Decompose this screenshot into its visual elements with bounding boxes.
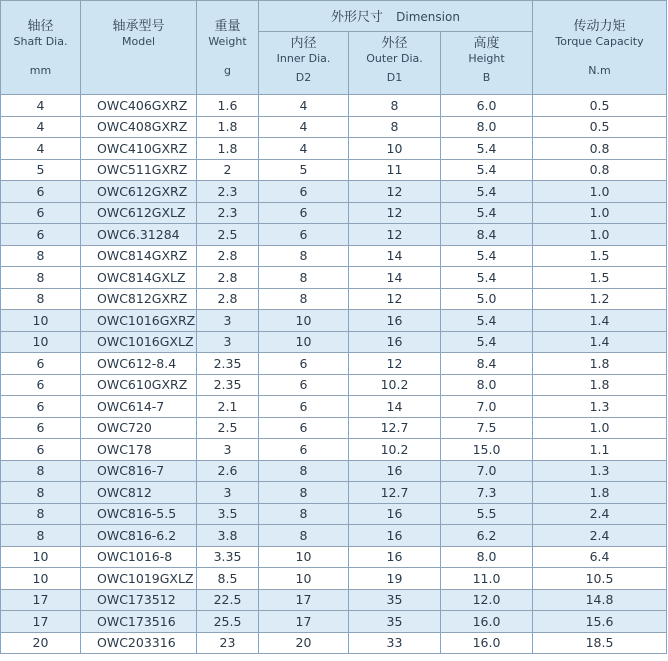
cell-torque: 1.4 — [533, 310, 667, 332]
cell-torque: 1.0 — [533, 417, 667, 439]
cell-torque: 1.4 — [533, 331, 667, 353]
header-model-en: Model — [121, 35, 156, 48]
cell-weight: 25.5 — [197, 611, 259, 633]
cell-model: OWC511GXRZ — [81, 159, 197, 181]
cell-outer-dia: 16 — [349, 503, 441, 525]
cell-height: 5.4 — [441, 181, 533, 203]
cell-model: OWC178 — [81, 439, 197, 461]
cell-outer-dia: 12.7 — [349, 482, 441, 504]
table-row — [1, 546, 667, 568]
cell-height: 5.4 — [441, 138, 533, 160]
cell-inner-dia: 6 — [259, 224, 349, 246]
cell-inner-dia: 4 — [259, 116, 349, 138]
cell-height: 7.0 — [441, 396, 533, 418]
cell-shaft: 6 — [1, 202, 81, 224]
header-weight-zh: 重量 — [214, 19, 241, 34]
cell-outer-dia: 16 — [349, 546, 441, 568]
cell-outer-dia: 12 — [349, 202, 441, 224]
table-row — [1, 482, 667, 504]
table-row — [1, 589, 667, 611]
header-torque-zh: 传动力矩 — [573, 19, 626, 34]
cell-height: 5.4 — [441, 331, 533, 353]
cell-inner-dia: 10 — [259, 310, 349, 332]
cell-inner-dia: 17 — [259, 611, 349, 633]
cell-inner-dia: 10 — [259, 546, 349, 568]
table-body — [1, 95, 667, 654]
cell-outer-dia: 12.7 — [349, 417, 441, 439]
header-inner — [259, 32, 349, 95]
cell-torque: 1.2 — [533, 288, 667, 310]
header-dimension-en: Dimension — [396, 10, 460, 24]
cell-model: OWC816-7 — [81, 460, 197, 482]
cell-outer-dia: 19 — [349, 568, 441, 590]
cell-weight: 2.6 — [197, 460, 259, 482]
cell-shaft: 10 — [1, 546, 81, 568]
cell-weight: 23 — [197, 632, 259, 654]
cell-weight: 2.5 — [197, 417, 259, 439]
cell-model: OWC6.31284 — [81, 224, 197, 246]
cell-outer-dia: 12 — [349, 224, 441, 246]
cell-inner-dia: 8 — [259, 288, 349, 310]
table-row — [1, 267, 667, 289]
cell-model: OWC814GXRZ — [81, 245, 197, 267]
cell-inner-dia: 8 — [259, 525, 349, 547]
cell-weight: 3.8 — [197, 525, 259, 547]
cell-shaft: 5 — [1, 159, 81, 181]
table-row — [1, 181, 667, 203]
cell-torque: 1.5 — [533, 245, 667, 267]
header-dimension-zh: 外形尺寸 — [331, 10, 384, 25]
cell-shaft: 8 — [1, 288, 81, 310]
cell-inner-dia: 10 — [259, 331, 349, 353]
cell-shaft: 20 — [1, 632, 81, 654]
table-row — [1, 396, 667, 418]
table-row — [1, 224, 667, 246]
cell-weight: 3.5 — [197, 503, 259, 525]
cell-outer-dia: 8 — [349, 116, 441, 138]
cell-inner-dia: 8 — [259, 460, 349, 482]
cell-outer-dia: 8 — [349, 95, 441, 117]
cell-outer-dia: 10.2 — [349, 374, 441, 396]
table-row — [1, 138, 667, 160]
table-row — [1, 374, 667, 396]
table-row — [1, 611, 667, 633]
header-outer-unit: D1 — [386, 71, 403, 84]
cell-shaft: 6 — [1, 353, 81, 375]
cell-torque: 1.8 — [533, 353, 667, 375]
cell-height: 7.3 — [441, 482, 533, 504]
cell-weight: 2.5 — [197, 224, 259, 246]
cell-height: 5.4 — [441, 202, 533, 224]
cell-torque: 0.8 — [533, 138, 667, 160]
table-row — [1, 95, 667, 117]
header-model-zh: 轴承型号 — [112, 19, 165, 34]
cell-torque: 14.8 — [533, 589, 667, 611]
cell-torque: 1.3 — [533, 396, 667, 418]
cell-model: OWC610GXRZ — [81, 374, 197, 396]
cell-shaft: 6 — [1, 439, 81, 461]
cell-outer-dia: 14 — [349, 245, 441, 267]
cell-torque: 2.4 — [533, 503, 667, 525]
cell-height: 8.0 — [441, 374, 533, 396]
cell-outer-dia: 16 — [349, 331, 441, 353]
cell-shaft: 8 — [1, 503, 81, 525]
cell-weight: 3 — [197, 482, 259, 504]
cell-torque: 0.5 — [533, 95, 667, 117]
table-row — [1, 439, 667, 461]
cell-outer-dia: 10.2 — [349, 439, 441, 461]
cell-weight: 2 — [197, 159, 259, 181]
cell-inner-dia: 6 — [259, 181, 349, 203]
cell-torque: 1.8 — [533, 374, 667, 396]
cell-shaft: 6 — [1, 374, 81, 396]
cell-weight: 2.8 — [197, 245, 259, 267]
cell-torque: 2.4 — [533, 525, 667, 547]
cell-shaft: 4 — [1, 95, 81, 117]
cell-model: OWC720 — [81, 417, 197, 439]
cell-model: OWC612GXRZ — [81, 181, 197, 203]
cell-outer-dia: 35 — [349, 611, 441, 633]
cell-weight: 2.8 — [197, 267, 259, 289]
table-row — [1, 202, 667, 224]
cell-model: OWC816-6.2 — [81, 525, 197, 547]
header-dimension — [259, 1, 533, 32]
cell-height: 11.0 — [441, 568, 533, 590]
cell-torque: 18.5 — [533, 632, 667, 654]
header-shaft-zh: 轴径 — [27, 19, 54, 34]
cell-inner-dia: 20 — [259, 632, 349, 654]
cell-shaft: 17 — [1, 589, 81, 611]
cell-height: 12.0 — [441, 589, 533, 611]
cell-weight: 3 — [197, 439, 259, 461]
cell-model: OWC1016GXLZ — [81, 331, 197, 353]
cell-shaft: 8 — [1, 460, 81, 482]
cell-inner-dia: 6 — [259, 202, 349, 224]
cell-outer-dia: 16 — [349, 525, 441, 547]
header-weight — [197, 1, 259, 95]
cell-weight: 8.5 — [197, 568, 259, 590]
cell-model: OWC406GXRZ — [81, 95, 197, 117]
header-row-top — [1, 1, 667, 32]
cell-shaft: 8 — [1, 245, 81, 267]
header-shaft — [1, 1, 81, 95]
cell-outer-dia: 12 — [349, 353, 441, 375]
table-row — [1, 568, 667, 590]
header-torque — [533, 1, 667, 95]
cell-inner-dia: 10 — [259, 568, 349, 590]
cell-torque: 1.0 — [533, 181, 667, 203]
table-row — [1, 331, 667, 353]
cell-model: OWC612GXLZ — [81, 202, 197, 224]
cell-weight: 2.35 — [197, 353, 259, 375]
cell-torque: 1.1 — [533, 439, 667, 461]
header-model — [81, 1, 197, 95]
cell-height: 7.0 — [441, 460, 533, 482]
cell-shaft: 17 — [1, 611, 81, 633]
cell-weight: 3 — [197, 310, 259, 332]
cell-weight: 2.35 — [197, 374, 259, 396]
cell-model: OWC614-7 — [81, 396, 197, 418]
table-row — [1, 417, 667, 439]
cell-shaft: 8 — [1, 267, 81, 289]
header-inner-unit: D2 — [295, 71, 312, 84]
table-row — [1, 503, 667, 525]
header-shaft-unit: mm — [29, 64, 52, 77]
cell-model: OWC408GXRZ — [81, 116, 197, 138]
header-weight-unit: g — [224, 64, 231, 77]
header-height-unit: B — [482, 71, 491, 84]
cell-weight: 1.6 — [197, 95, 259, 117]
cell-torque: 10.5 — [533, 568, 667, 590]
cell-shaft: 4 — [1, 116, 81, 138]
cell-model: OWC1016-8 — [81, 546, 197, 568]
cell-shaft: 8 — [1, 525, 81, 547]
table-row — [1, 116, 667, 138]
cell-weight: 2.3 — [197, 202, 259, 224]
cell-inner-dia: 6 — [259, 374, 349, 396]
cell-height: 6.2 — [441, 525, 533, 547]
cell-model: OWC812GXRZ — [81, 288, 197, 310]
cell-torque: 0.8 — [533, 159, 667, 181]
cell-height: 5.5 — [441, 503, 533, 525]
table-row — [1, 159, 667, 181]
cell-height: 15.0 — [441, 439, 533, 461]
header-inner-zh: 内径 — [290, 36, 317, 51]
cell-height: 5.4 — [441, 310, 533, 332]
cell-height: 5.4 — [441, 159, 533, 181]
cell-outer-dia: 16 — [349, 460, 441, 482]
cell-shaft: 10 — [1, 568, 81, 590]
cell-inner-dia: 4 — [259, 138, 349, 160]
cell-height: 6.0 — [441, 95, 533, 117]
cell-inner-dia: 6 — [259, 353, 349, 375]
cell-weight: 22.5 — [197, 589, 259, 611]
table-row — [1, 245, 667, 267]
cell-height: 5.0 — [441, 288, 533, 310]
cell-inner-dia: 6 — [259, 439, 349, 461]
cell-torque: 1.0 — [533, 202, 667, 224]
cell-outer-dia: 16 — [349, 310, 441, 332]
cell-height: 16.0 — [441, 632, 533, 654]
cell-weight: 2.1 — [197, 396, 259, 418]
cell-inner-dia: 4 — [259, 95, 349, 117]
cell-model: OWC612-8.4 — [81, 353, 197, 375]
header-shaft-en: Shaft Dia. — [13, 35, 68, 48]
cell-weight: 2.3 — [197, 181, 259, 203]
cell-outer-dia: 12 — [349, 181, 441, 203]
cell-shaft: 10 — [1, 310, 81, 332]
table-row — [1, 310, 667, 332]
header-torque-unit: N.m — [588, 64, 611, 77]
cell-inner-dia: 6 — [259, 417, 349, 439]
cell-model: OWC173512 — [81, 589, 197, 611]
table-row — [1, 460, 667, 482]
cell-inner-dia: 8 — [259, 245, 349, 267]
cell-torque: 0.5 — [533, 116, 667, 138]
cell-height: 8.0 — [441, 116, 533, 138]
cell-shaft: 4 — [1, 138, 81, 160]
cell-height: 16.0 — [441, 611, 533, 633]
cell-model: OWC410GXRZ — [81, 138, 197, 160]
cell-model: OWC203316 — [81, 632, 197, 654]
table-row — [1, 525, 667, 547]
cell-torque: 1.8 — [533, 482, 667, 504]
cell-height: 8.4 — [441, 224, 533, 246]
cell-shaft: 6 — [1, 224, 81, 246]
cell-model: OWC1016GXRZ — [81, 310, 197, 332]
cell-shaft: 10 — [1, 331, 81, 353]
cell-weight: 3.35 — [197, 546, 259, 568]
cell-torque: 1.0 — [533, 224, 667, 246]
cell-outer-dia: 35 — [349, 589, 441, 611]
cell-shaft: 8 — [1, 482, 81, 504]
header-weight-en: Weight — [208, 35, 247, 48]
header-outer-zh: 外径 — [381, 36, 408, 51]
table-row — [1, 288, 667, 310]
cell-height: 8.4 — [441, 353, 533, 375]
cell-outer-dia: 12 — [349, 288, 441, 310]
cell-height: 8.0 — [441, 546, 533, 568]
table-row — [1, 353, 667, 375]
header-height-en: Height — [468, 52, 505, 65]
cell-torque: 1.5 — [533, 267, 667, 289]
cell-outer-dia: 14 — [349, 396, 441, 418]
cell-inner-dia: 8 — [259, 482, 349, 504]
header-outer — [349, 32, 441, 95]
cell-outer-dia: 10 — [349, 138, 441, 160]
cell-inner-dia: 6 — [259, 396, 349, 418]
header-inner-en: Inner Dia. — [276, 52, 331, 65]
cell-weight: 1.8 — [197, 116, 259, 138]
cell-torque: 1.3 — [533, 460, 667, 482]
cell-outer-dia: 33 — [349, 632, 441, 654]
cell-shaft: 6 — [1, 396, 81, 418]
cell-weight: 3 — [197, 331, 259, 353]
cell-inner-dia: 17 — [259, 589, 349, 611]
cell-height: 7.5 — [441, 417, 533, 439]
cell-model: OWC814GXLZ — [81, 267, 197, 289]
header-outer-en: Outer Dia. — [366, 52, 423, 65]
cell-torque: 15.6 — [533, 611, 667, 633]
cell-weight: 2.8 — [197, 288, 259, 310]
header-height-zh: 高度 — [473, 36, 500, 51]
cell-model: OWC816-5.5 — [81, 503, 197, 525]
cell-height: 5.4 — [441, 267, 533, 289]
cell-outer-dia: 14 — [349, 267, 441, 289]
cell-shaft: 6 — [1, 181, 81, 203]
cell-model: OWC1019GXLZ — [81, 568, 197, 590]
cell-inner-dia: 8 — [259, 267, 349, 289]
cell-height: 5.4 — [441, 245, 533, 267]
table-header — [1, 1, 667, 95]
cell-torque: 6.4 — [533, 546, 667, 568]
cell-model: OWC812 — [81, 482, 197, 504]
table-row — [1, 632, 667, 654]
header-height — [441, 32, 533, 95]
header-torque-en: Torque Capacity — [555, 35, 644, 48]
cell-weight: 1.8 — [197, 138, 259, 160]
cell-inner-dia: 8 — [259, 503, 349, 525]
cell-inner-dia: 5 — [259, 159, 349, 181]
cell-shaft: 6 — [1, 417, 81, 439]
cell-model: OWC173516 — [81, 611, 197, 633]
cell-outer-dia: 11 — [349, 159, 441, 181]
